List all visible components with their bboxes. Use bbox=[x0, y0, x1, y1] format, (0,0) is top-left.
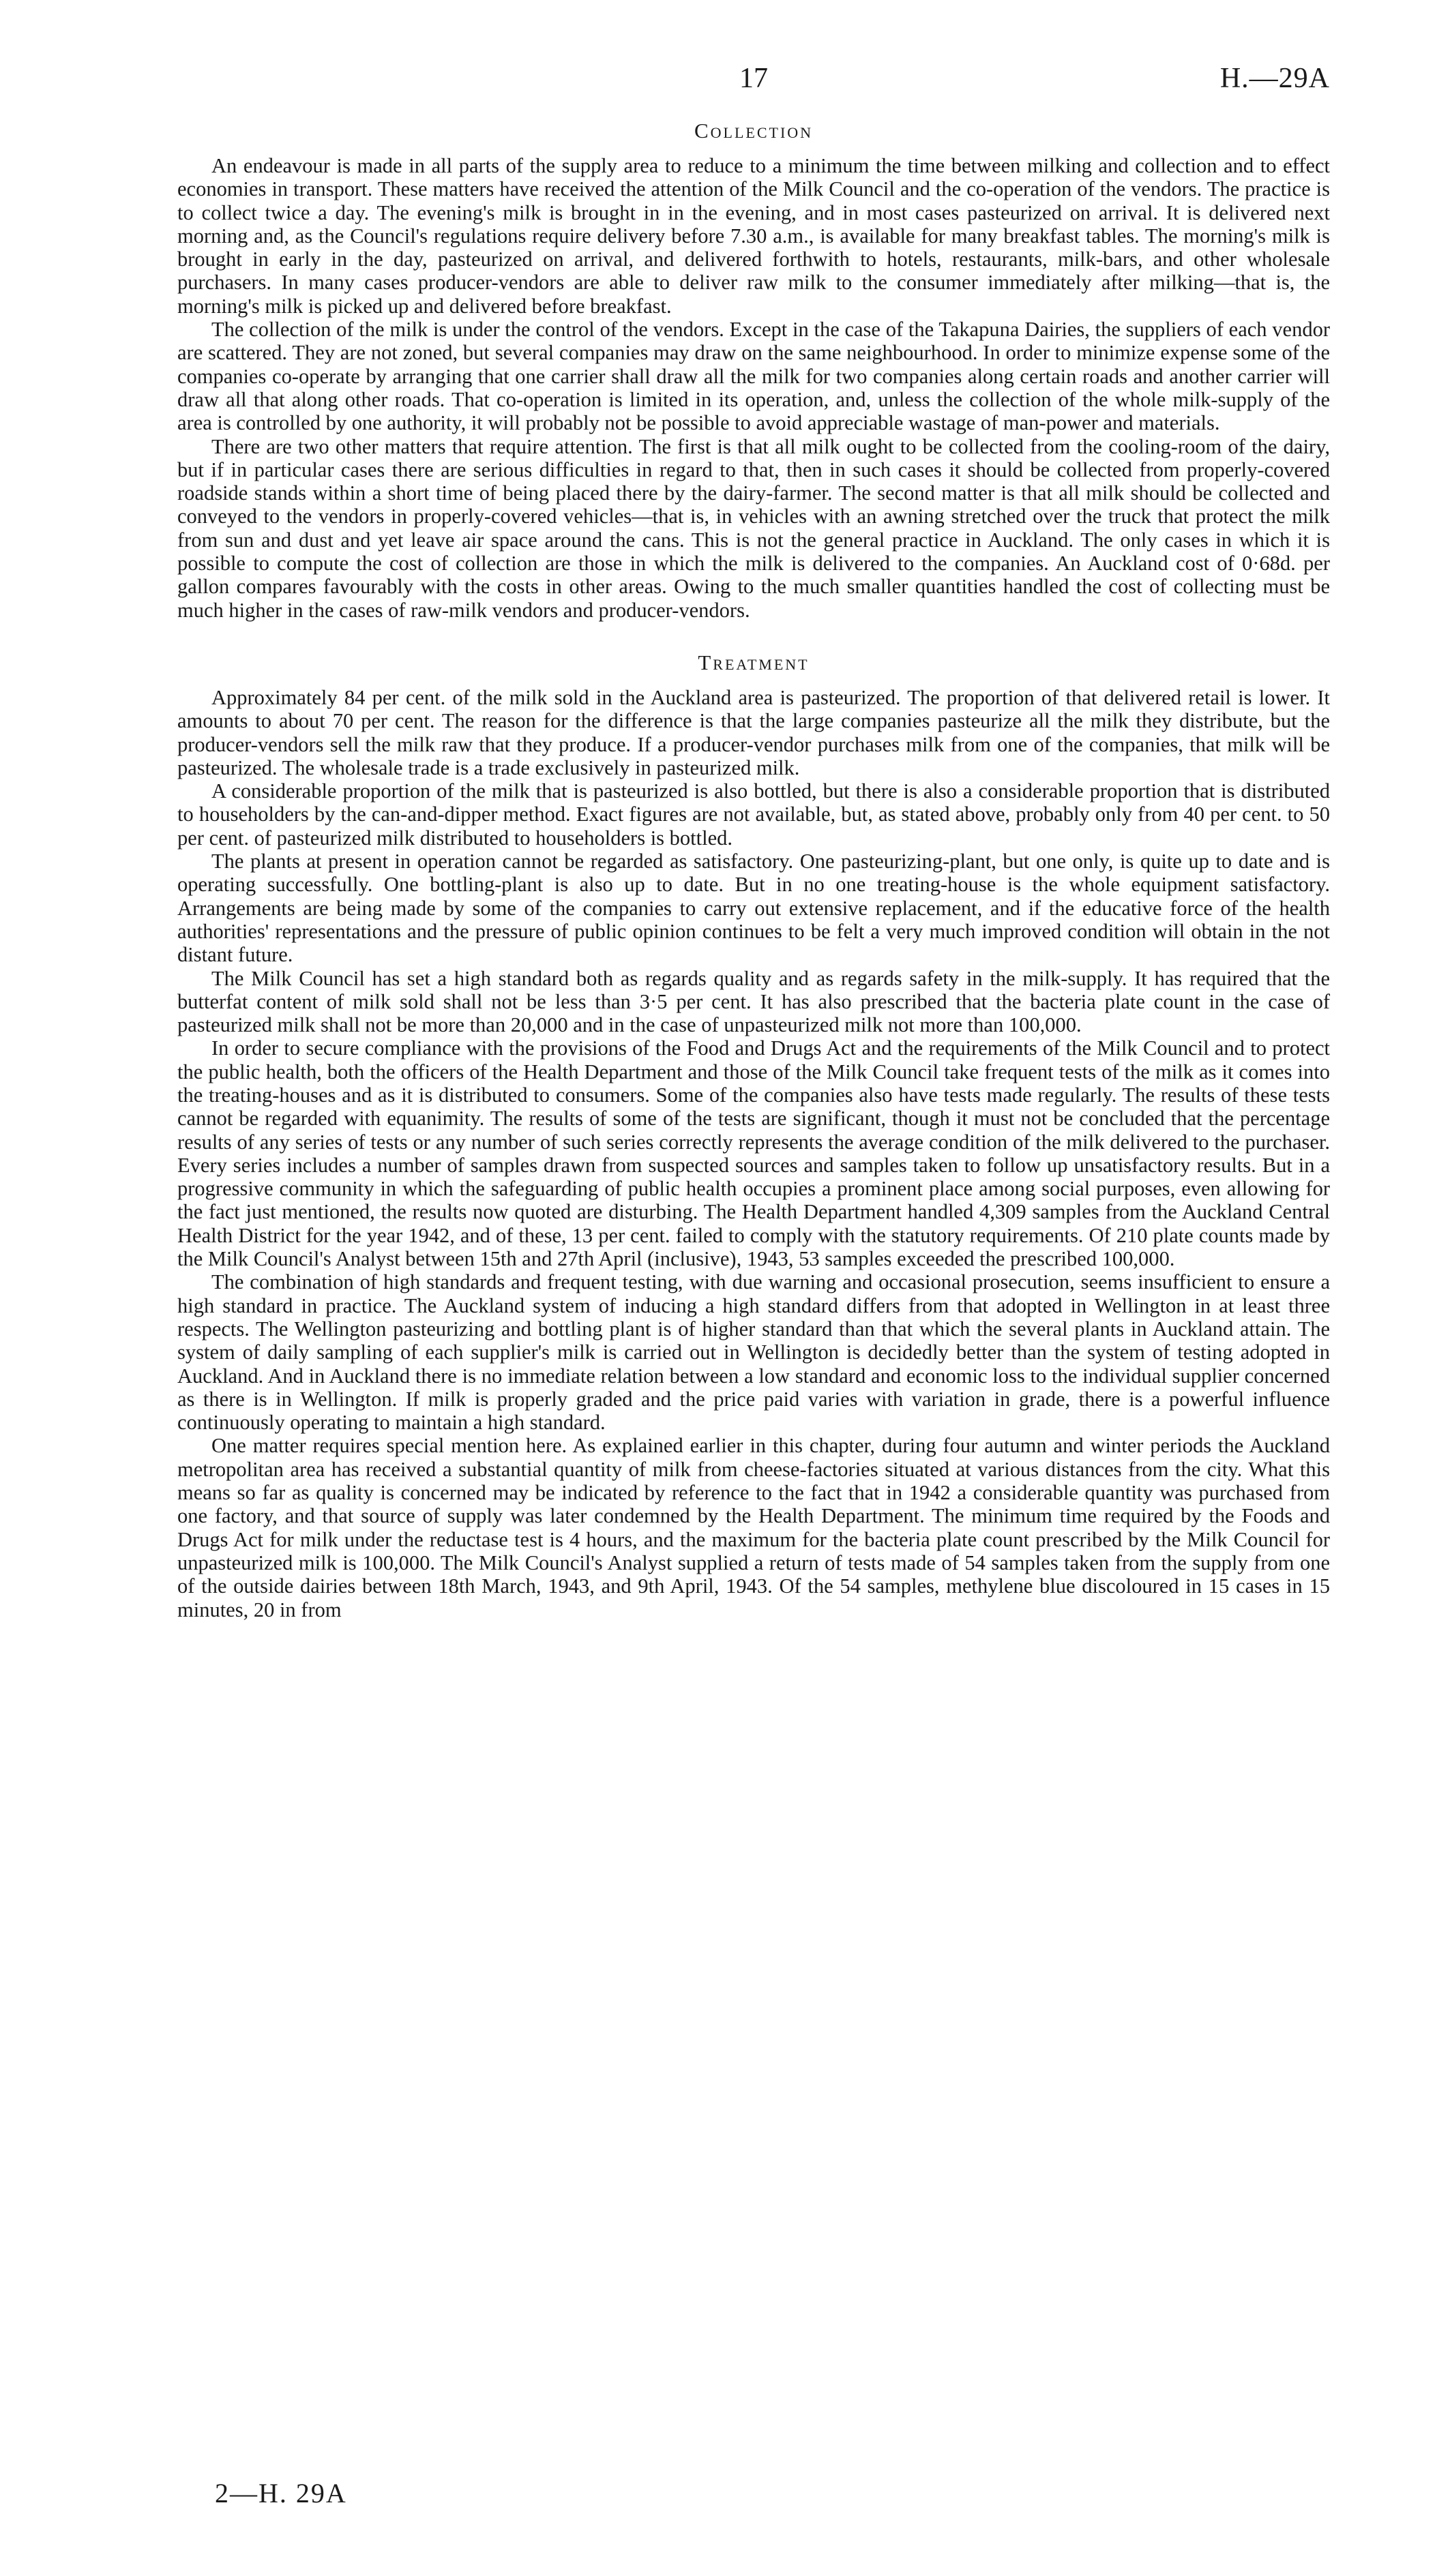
paragraph: One matter requires special mention here. As explained earlier in this chapter, during four autumn and winter periods the Auckland metropolitan area has received a substantial quantity of milk from cheese-factories situated at various distances from the city. What this means so far as quality is concerned may be indicated by reference to the fact that in 1942 a considerable quantity was purchased from one factory, and that source of supply was later condemned by the Health Department. The minimum time required by the Foods and Drugs Act for milk under the reductase test is 4 hours, and the maximum for the bacteria plate count prescribed by the Milk Council for unpasteurized milk is 100,000. The Milk Council's Analyst supplied a return of tests made of 54 samples taken from the supply from one of the outside dairies between 18th March, 1943, and 9th April, 1943. Of the 54 samples, methylene blue discoloured in 15 cases in 15 minutes, 20 in from bbox=[177, 1434, 1330, 1621]
section-treatment bbox=[177, 649, 1330, 1621]
paragraph: The collection of the milk is under the control of the vendors. Except in the case of the Takapuna Dairies, the suppliers of each vendor are scattered. They are not zoned, but several companies may draw on the same neighbourhood. In order to minimize expense some of the companies co-operate by arranging that one carrier shall draw all the milk for two companies along certain roads and another carrier will draw all that along other roads. That co-operation is limited in its operation, and, unless the collection of the whole milk-supply of the area is controlled by one authority, it will probably not be possible to avoid appreciable wastage of man-power and materials. bbox=[177, 318, 1330, 435]
paragraph: The plants at present in operation cannot be regarded as satisfactory. One pasteurizing-plant, but one only, is quite up to date and is operating successfully. One bottling-plant is also up to date. But in no one treating-house is the whole equipment satisfactory. Arrangements are being made by some of the companies to carry out extensive replacement, and if the educative force of the health authorities' representations and the pressure of public opinion continues to be felt a very much improved condition will obtain in the not distant future. bbox=[177, 850, 1330, 967]
paper-reference: H.—29A bbox=[1219, 63, 1330, 94]
page-number: 17 bbox=[739, 63, 768, 94]
paragraph: A considerable proportion of the milk that is pasteurized is also bottled, but there is also a considerable proportion that is distributed to householders by the can-and-dipper method. Exact figures are not available, but, as stated above, probably only from 40 per cent. to 50 per cent. of pasteurized milk distributed to householders is bottled. bbox=[177, 779, 1330, 850]
section-spacer bbox=[177, 622, 1330, 640]
paragraph: The combination of high standards and frequent testing, with due warning and occasional prosecution, seems insufficient to ensure a high standard in practice. The Auckland system of inducing a high standard differs from that adopted in Wellington in at least three respects. The Wellington pasteurizing and bottling plant is of higher standard than that which the several plants in Auckland attain. The system of daily sampling of each supplier's milk is carried out in Wellington is decidedly better than the system of testing adopted in Auckland. And in Auckland there is no immediate relation between a low standard and economic loss to the individual supplier concerned as there is in Wellington. If milk is properly graded and the price paid varies with variation in grade, there is a powerful influence continuously operating to maintain a high standard. bbox=[177, 1270, 1330, 1435]
section-collection bbox=[177, 117, 1330, 622]
running-head bbox=[177, 60, 1330, 108]
paragraph: There are two other matters that require attention. The first is that all milk ought to be collected from the cooling-room of the dairy, but if in particular cases there are serious difficulties in regard to that, then in such cases it should be collected from properly-covered roadside stands within a short time of being placed there by the dairy-farmer. The second matter is that all milk should be collected and conveyed to the vendors in properly-covered vehicles—that is, in vehicles with an awning stretched over the truck that protect the milk from sun and dust and yet leave air space around the cans. This is not the general practice in Auckland. The only cases in which it is possible to compute the cost of collection are those in which the milk is delivered to the companies. An Auckland cost of 0·68d. per gallon compares favourably with the costs in other areas. Owing to the much smaller quantities handled the cost of collecting must be much higher in the cases of raw-milk vendors and producer-vendors. bbox=[177, 434, 1330, 622]
section-heading: Collection bbox=[694, 119, 814, 143]
signature-mark: 2—H. 29A bbox=[215, 2478, 347, 2508]
section-heading: Treatment bbox=[698, 650, 810, 674]
paragraph: The Milk Council has set a high standard both as regards quality and as regards safety in the milk-supply. It has required that the butterfat content of milk sold shall not be less than 3·5 per cent. It has also prescribed that the bacteria plate count in the case of pasteurized milk shall not be more than 20,000 and in the case of unpasteurized milk not more than 100,000. bbox=[177, 966, 1330, 1037]
document-page bbox=[177, 60, 1330, 1621]
paragraph: In order to secure compliance with the provisions of the Food and Drugs Act and the requirements of the Milk Council and to protect the public health, both the officers of the Health Department and those of the Milk Council take frequent tests of the milk as it comes into the treating-houses and as it is distributed to consumers. Some of the companies also have tests made regularly. The results of these tests cannot be regarded with equanimity. The results of some of the tests are significant, though it must not be concluded that the percentage results of any series of tests or any number of such series correctly represents the average condition of the milk delivered to the purchaser. Every series includes a number of samples drawn from suspected sources and samples taken to follow up unsatisfactory results. But in a progressive community in which the safeguarding of public health occupies a prominent place among social purposes, even allowing for the fact just mentioned, the results now quoted are disturbing. The Health Department handled 4,309 samples from the Auckland Central Health District for the year 1942, and of these, 13 per cent. failed to comply with the statutory requirements. Of 210 plate counts made by the Milk Council's Analyst between 15th and 27th April (inclusive), 1943, 53 samples exceeded the prescribed 100,000. bbox=[177, 1036, 1330, 1271]
paragraph: An endeavour is made in all parts of the supply area to reduce to a minimum the time between milking and collection and to effect economies in transport. These matters have received the attention of the Milk Council and the co-operation of the vendors. The practice is to collect twice a day. The evening's milk is brought in in the evening, and in most cases pasteurized on arrival. It is delivered next morning and, as the Council's regulations require delivery before 7.30 a.m., is available for many breakfast tables. The morning's milk is brought in early in the day, pasteurized on arrival, and delivered forthwith to hotels, restaurants, milk-bars, and other wholesale purchasers. In many cases producer-vendors are able to deliver raw milk to the consumer immediately after milking—that is, the morning's milk is picked up and delivered before breakfast. bbox=[177, 154, 1330, 318]
paragraph: Approximately 84 per cent. of the milk sold in the Auckland area is pasteurized. The proportion of that delivered retail is lower. It amounts to about 70 per cent. The reason for the difference is that the large companies pasteurize all the milk they distribute, but the producer-vendors sell the milk raw that they produce. If a producer-vendor purchases milk from one of the companies, that milk will be pasteurized. The wholesale trade is a trade exclusively in pasteurized milk. bbox=[177, 685, 1330, 779]
